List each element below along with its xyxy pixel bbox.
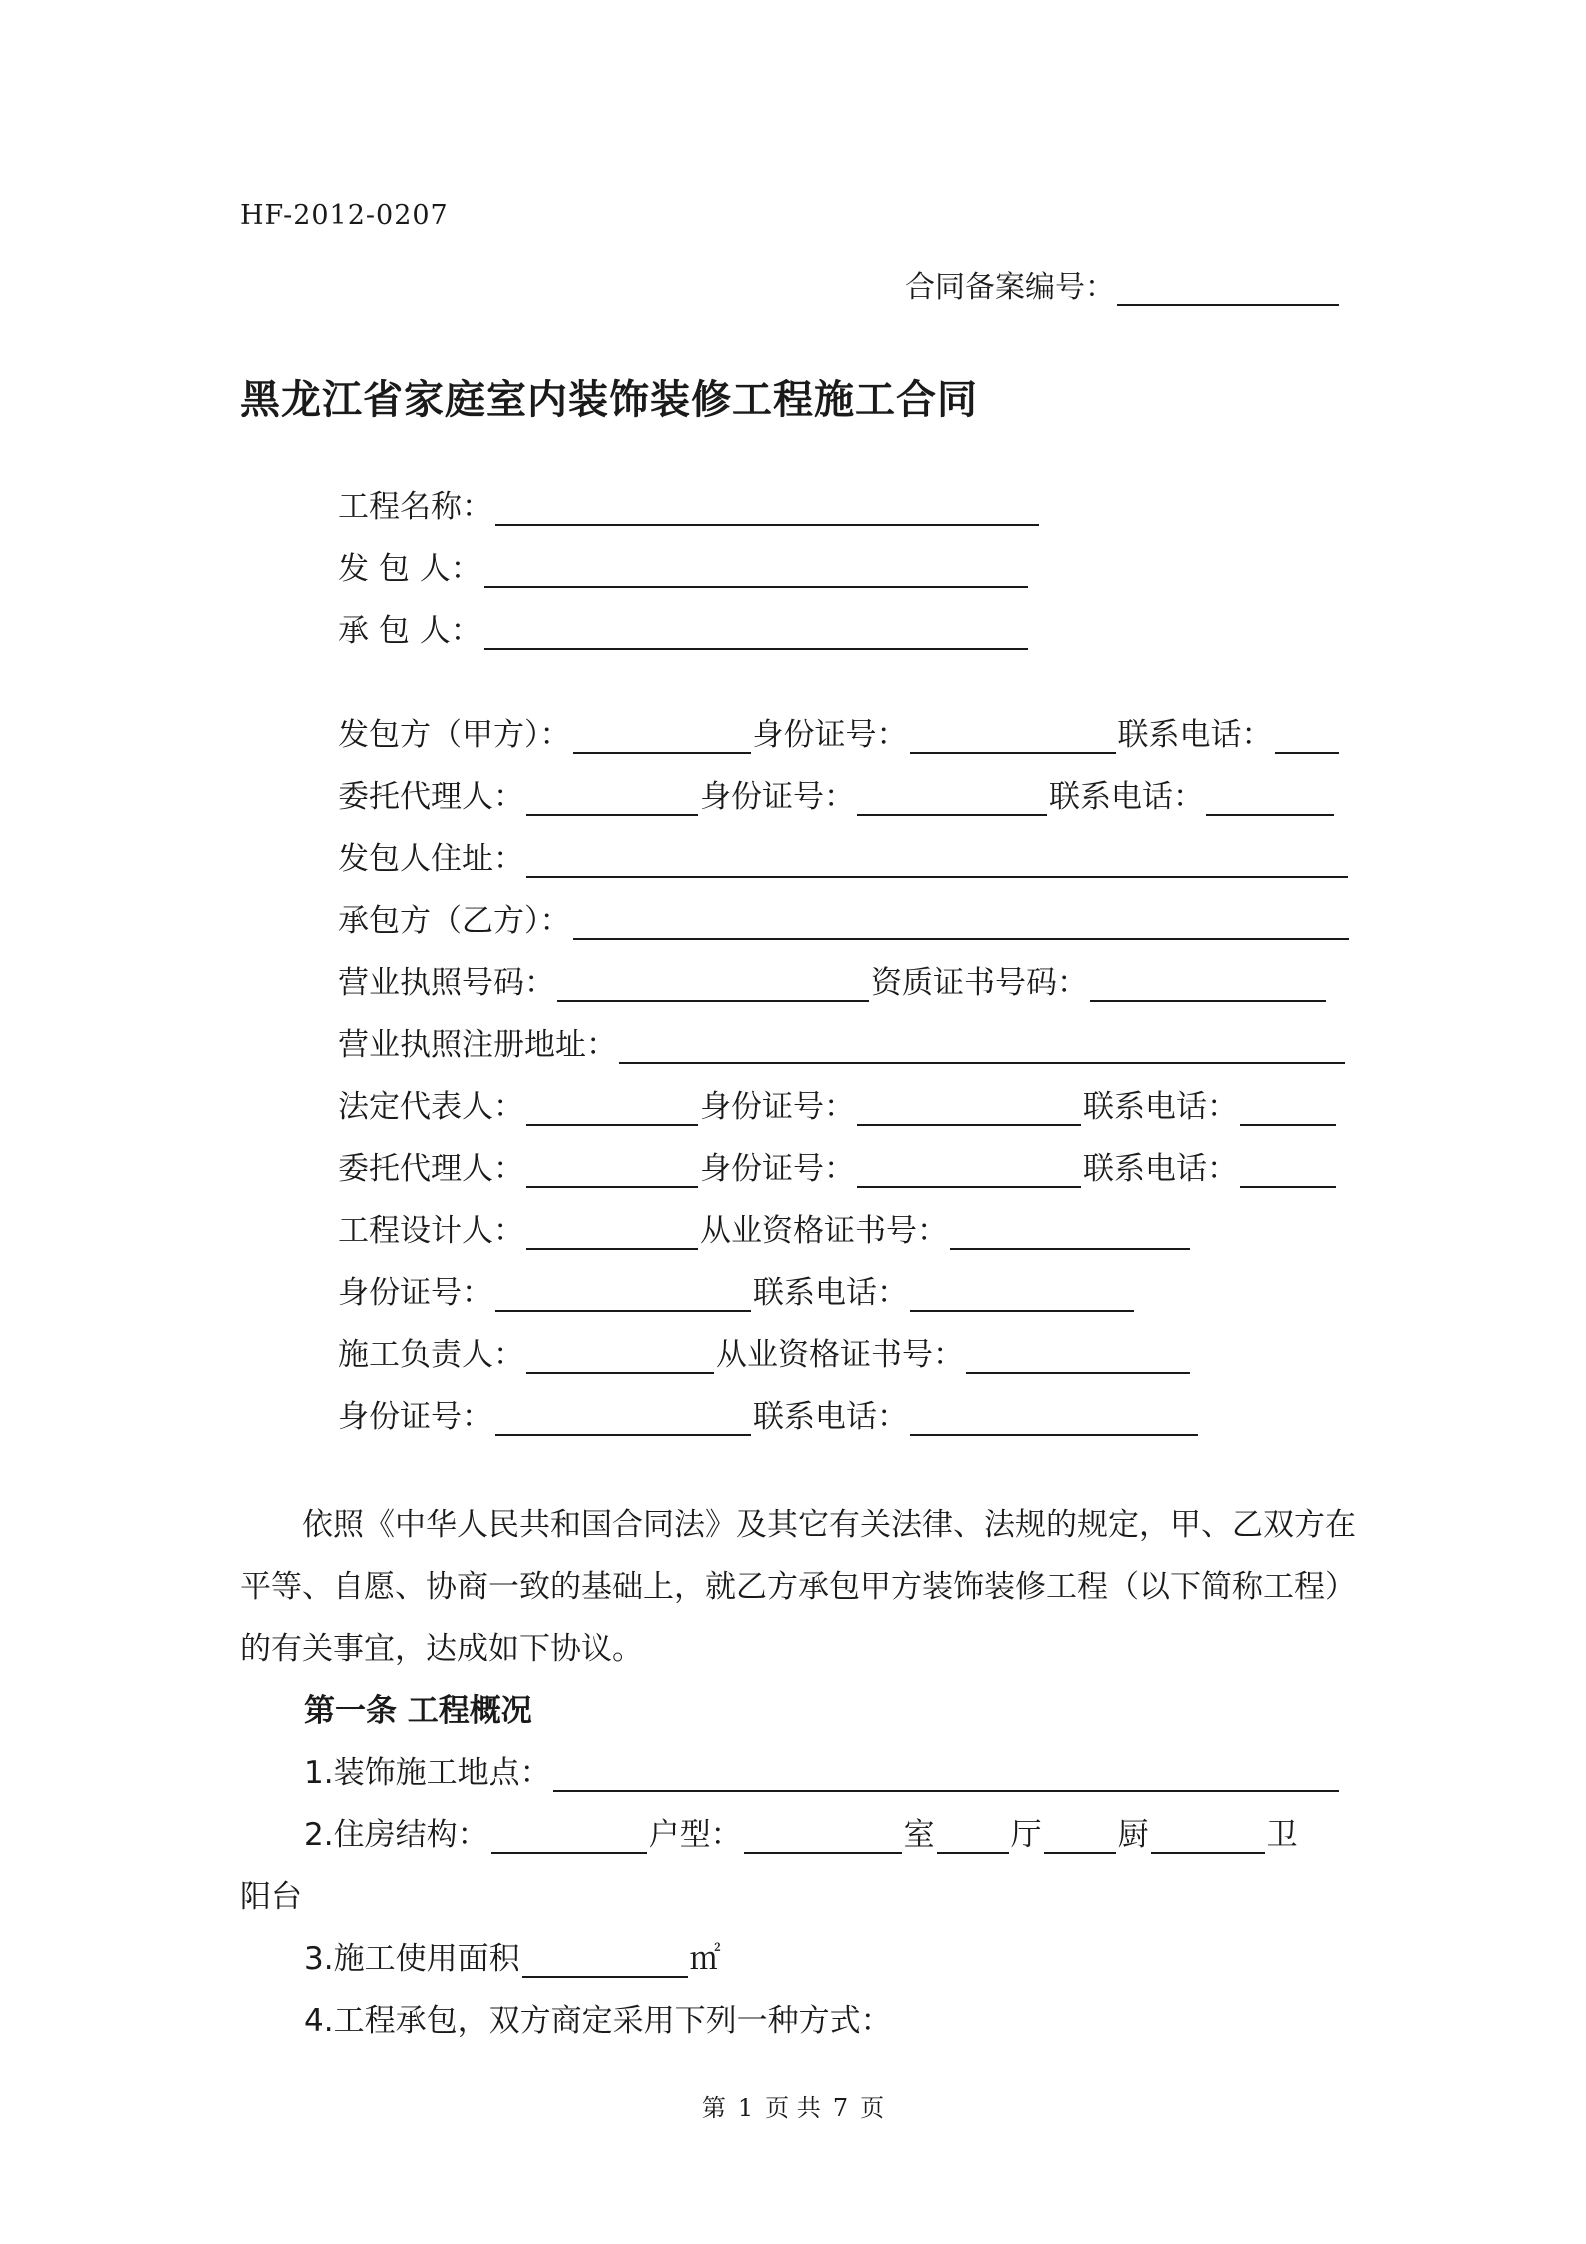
usable-area-row	[304, 1934, 721, 1978]
layout-label: 户型：	[648, 1817, 742, 1853]
designer-label: 工程设计人：	[338, 1213, 524, 1249]
filing-number-blank	[1117, 270, 1339, 306]
contract-title: 黑龙江省家庭室内装饰装修工程施工合同	[240, 377, 978, 423]
balcony-row: 阳台	[240, 1879, 302, 1915]
party-a-blank	[573, 718, 751, 754]
designer-id-blank	[495, 1276, 751, 1312]
party-b-agent-id-blank	[857, 1152, 1081, 1188]
area-unit: ㎡	[689, 1941, 721, 1977]
project-name-label: 工程名称：	[338, 489, 493, 525]
manager-phone-blank	[910, 1400, 1198, 1436]
designer-id-row	[338, 1268, 1136, 1312]
usable-area-label: 3.施工使用面积	[304, 1941, 520, 1977]
filing-number-label: 合同备案编号：	[905, 270, 1115, 305]
designer-id-label: 身份证号：	[338, 1275, 493, 1311]
filing-number-row	[905, 262, 1341, 306]
party-a-address-label: 发包人住址：	[338, 841, 524, 877]
party-a-address-blank	[526, 842, 1348, 878]
party-a-row	[338, 710, 1341, 754]
legal-rep-row	[338, 1082, 1338, 1126]
construction-site-row	[304, 1748, 1341, 1792]
designer-phone-label: 联系电话：	[753, 1275, 908, 1311]
license-number-blank	[557, 966, 869, 1002]
party-b-agent-phone-label: 联系电话：	[1083, 1151, 1238, 1187]
employer-label: 发 包 人：	[338, 551, 482, 587]
party-b-agent-phone-blank	[1240, 1152, 1336, 1188]
designer-cert-label: 从业资格证书号：	[700, 1213, 948, 1249]
reg-address-blank	[619, 1028, 1345, 1064]
construction-site-label: 1.装饰施工地点：	[304, 1755, 551, 1791]
manager-phone-label: 联系电话：	[753, 1399, 908, 1435]
construction-site-blank	[553, 1756, 1339, 1792]
designer-row	[338, 1206, 1192, 1250]
layout-blank	[744, 1818, 902, 1854]
party-a-agent-label: 委托代理人：	[338, 779, 524, 815]
manager-id-row	[338, 1392, 1200, 1436]
legal-rep-label: 法定代表人：	[338, 1089, 524, 1125]
party-a-address-row	[338, 834, 1350, 878]
document-code: HF-2012-0207	[240, 200, 449, 231]
room-blank	[937, 1818, 1009, 1854]
designer-cert-blank	[950, 1214, 1190, 1250]
contracting-method-row: 4.工程承包，双方商定采用下列一种方式：	[304, 2003, 892, 2039]
party-b-agent-id-label: 身份证号：	[700, 1151, 855, 1187]
housing-structure-row	[304, 1810, 1298, 1854]
party-a-id-blank	[910, 718, 1116, 754]
legal-rep-phone-label: 联系电话：	[1083, 1089, 1238, 1125]
employer-blank	[484, 552, 1028, 588]
manager-id-blank	[495, 1400, 751, 1436]
party-a-phone-label: 联系电话：	[1117, 717, 1273, 753]
hall-label: 厅	[1010, 1817, 1042, 1853]
party-a-agent-phone-blank	[1206, 780, 1334, 816]
party-a-agent-phone-label: 联系电话：	[1049, 779, 1204, 815]
reg-address-label: 营业执照注册地址：	[338, 1027, 617, 1063]
cert-number-blank	[1090, 966, 1326, 1002]
party-a-label: 发包方（甲方）：	[338, 717, 571, 753]
housing-structure-blank	[491, 1818, 647, 1854]
article-1-heading: 第一条 工程概况	[304, 1693, 532, 1729]
reg-address-row	[338, 1020, 1347, 1064]
contractor-label: 承 包 人：	[338, 613, 482, 649]
license-row	[338, 958, 1328, 1002]
room-label: 室	[903, 1817, 935, 1853]
party-a-agent-id-blank	[857, 780, 1047, 816]
kitchen-label: 厨	[1117, 1817, 1149, 1853]
kitchen-blank	[1151, 1818, 1265, 1854]
hall-blank	[1044, 1818, 1116, 1854]
housing-structure-label: 2.住房结构：	[304, 1817, 489, 1853]
footer-middle: 页 共	[765, 2094, 821, 2122]
project-name-row	[338, 482, 1041, 526]
party-b-blank	[573, 904, 1349, 940]
footer-prefix: 第	[701, 2094, 726, 2122]
party-b-agent-label: 委托代理人：	[338, 1151, 524, 1187]
contractor-row	[338, 606, 1030, 650]
party-b-label: 承包方（乙方）：	[338, 903, 571, 939]
footer-suffix: 页	[860, 2094, 885, 2122]
manager-cert-label: 从业资格证书号：	[716, 1337, 964, 1373]
cert-number-label: 资质证书号码：	[871, 965, 1088, 1001]
party-a-id-label: 身份证号：	[752, 717, 908, 753]
party-b-agent-blank	[526, 1152, 698, 1188]
footer-total-pages: 7	[832, 2094, 849, 2122]
legal-rep-id-blank	[857, 1090, 1081, 1126]
manager-blank	[526, 1338, 714, 1374]
manager-row	[338, 1330, 1192, 1374]
manager-cert-blank	[966, 1338, 1190, 1374]
preamble-paragraph: 依照《中华人民共和国合同法》及其它有关法律、法规的规定，甲、乙双方在平等、自愿、协商一致的基础上，就乙方承包甲方装饰装修工程（以下简称工程）的有关事宜，达成如下协议。	[240, 1507, 1356, 1667]
legal-rep-blank	[526, 1090, 698, 1126]
party-a-phone-blank	[1275, 718, 1339, 754]
designer-blank	[526, 1214, 698, 1250]
employer-row	[338, 544, 1030, 588]
manager-id-label: 身份证号：	[338, 1399, 493, 1435]
party-a-agent-id-label: 身份证号：	[700, 779, 855, 815]
contractor-blank	[484, 614, 1028, 650]
footer-page-number: 1	[737, 2094, 754, 2122]
page-footer	[0, 2088, 1586, 2123]
legal-rep-phone-blank	[1240, 1090, 1336, 1126]
project-name-blank	[495, 490, 1039, 526]
party-b-agent-row	[338, 1144, 1338, 1188]
party-a-agent-blank	[526, 780, 698, 816]
bathroom-label: 卫	[1266, 1817, 1298, 1853]
license-number-label: 营业执照号码：	[338, 965, 555, 1001]
manager-label: 施工负责人：	[338, 1337, 524, 1373]
party-a-agent-row	[338, 772, 1336, 816]
designer-phone-blank	[910, 1276, 1134, 1312]
legal-rep-id-label: 身份证号：	[700, 1089, 855, 1125]
usable-area-blank	[522, 1942, 688, 1978]
party-b-row	[338, 896, 1351, 940]
